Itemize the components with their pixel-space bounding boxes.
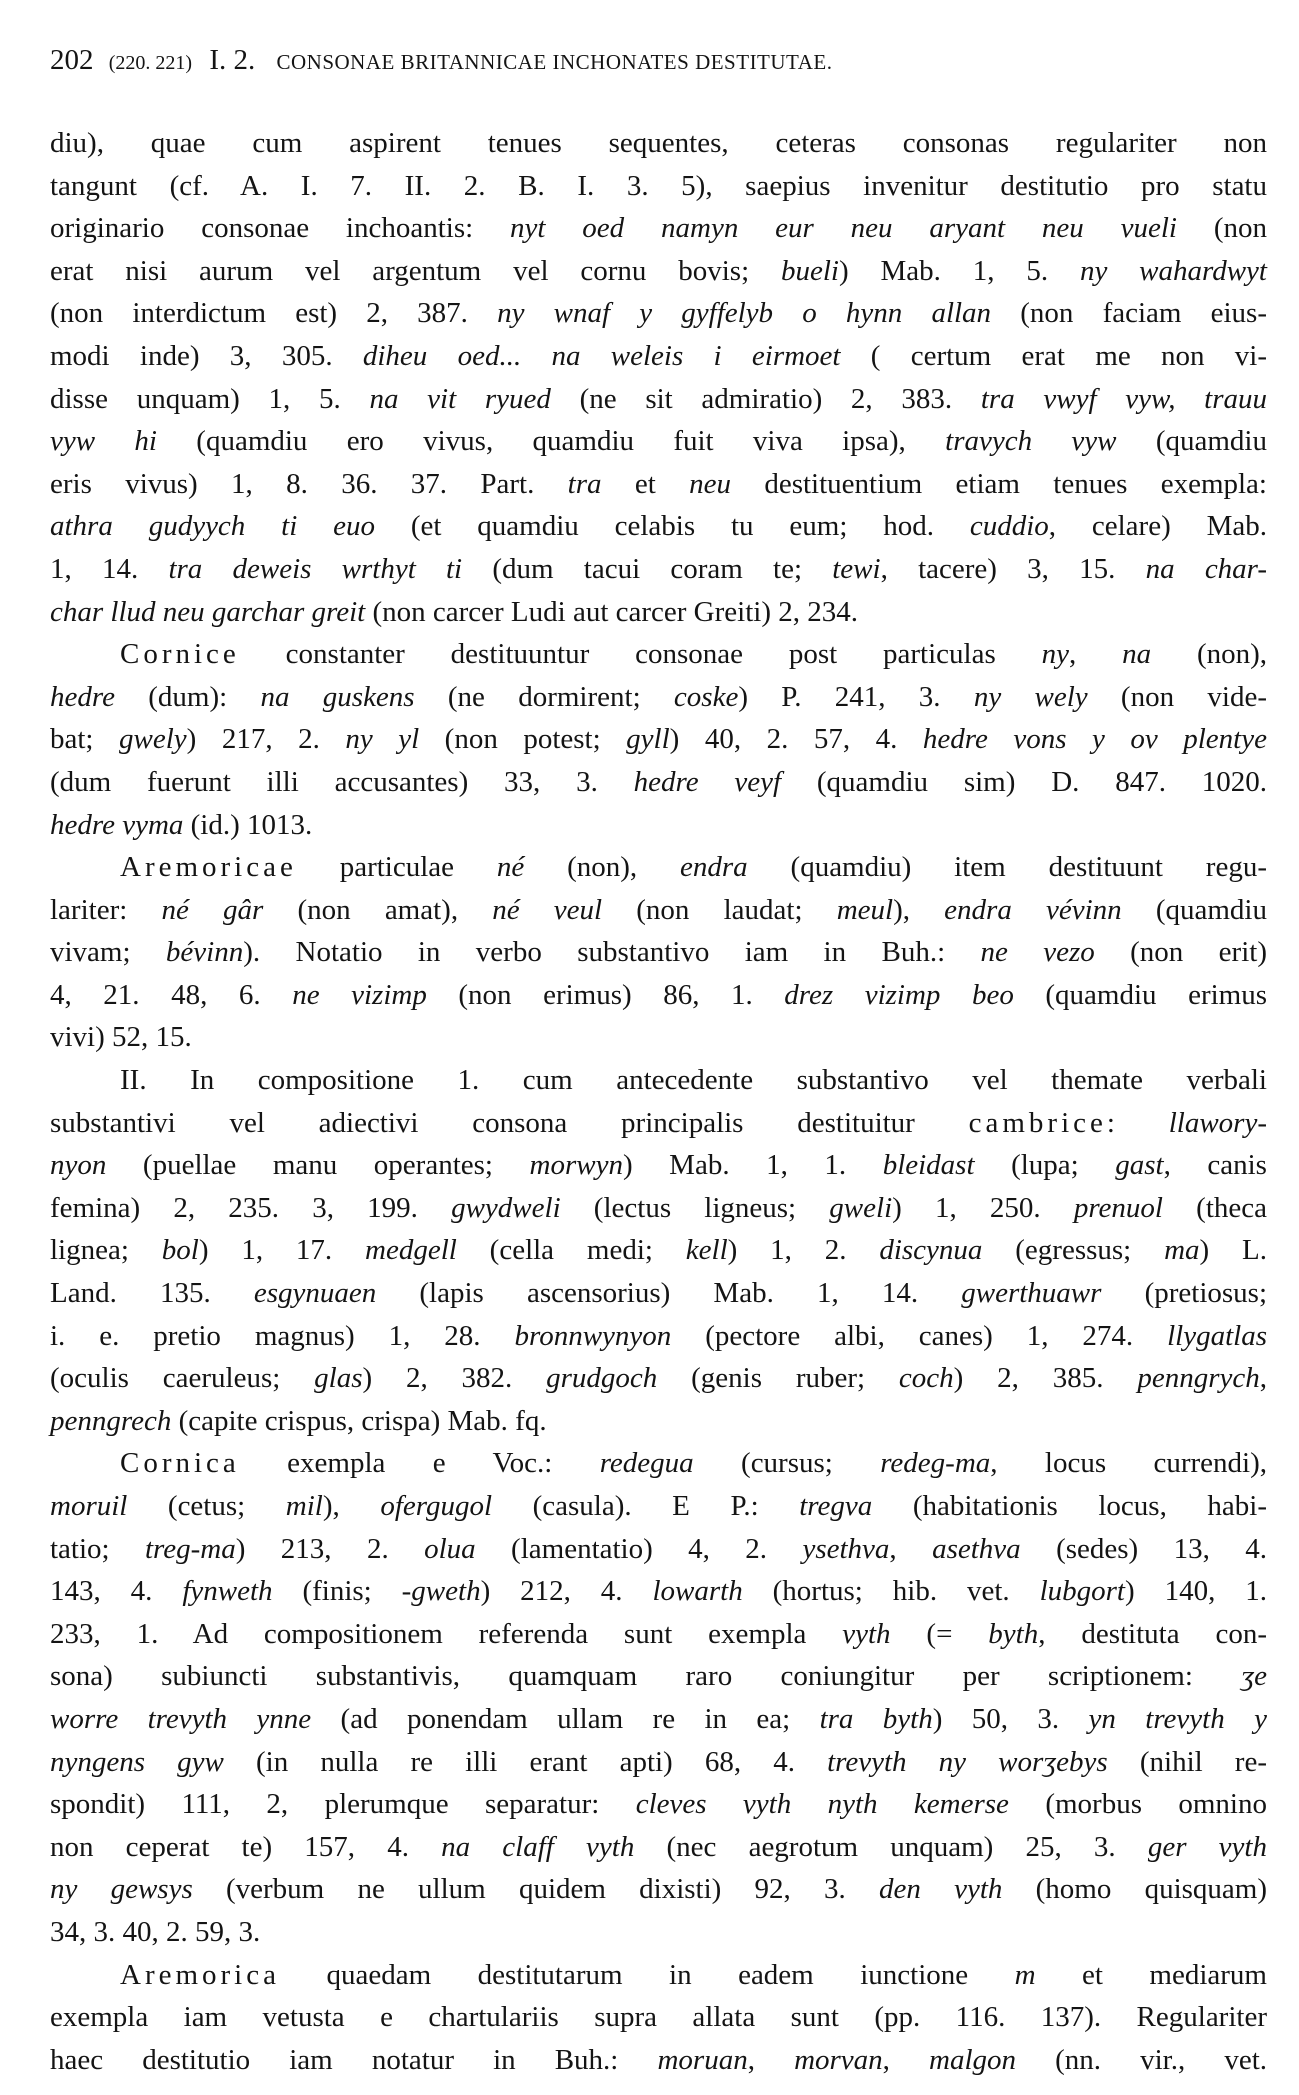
- italic-term: neu: [689, 467, 731, 500]
- text-line: [50, 1570, 1267, 1613]
- italic-term: grudgoch: [546, 1362, 658, 1395]
- text-line: [50, 1528, 1267, 1571]
- italic-term: m: [1014, 1958, 1036, 1991]
- text-line: [50, 974, 1267, 1017]
- text-line: [50, 1655, 1267, 1698]
- roman-text: 143, 4.: [50, 1575, 183, 1608]
- roman-text: (pretiosus;: [1101, 1277, 1267, 1310]
- italic-term: ofergugol: [380, 1490, 493, 1522]
- italic-term: hedre vons y ov plentye: [922, 723, 1267, 756]
- italic-term: bol: [161, 1234, 199, 1267]
- roman-text: (non amat),: [263, 893, 493, 926]
- italic-term: esgynuaen: [253, 1277, 377, 1310]
- text-line: [50, 505, 1267, 548]
- text-line: [50, 1315, 1267, 1358]
- roman-text: (cetus;: [127, 1490, 286, 1522]
- roman-text: spondit) 111, 2, plerumque separatur:: [50, 1788, 636, 1821]
- italic-term: bronnwynyon: [514, 1319, 672, 1352]
- roman-text: non ceperat te) 157, 4.: [50, 1830, 442, 1863]
- italic-term: tra deweis wrthyt ti: [168, 552, 463, 585]
- roman-text: haec destitutio iam notatur in Buh.:: [50, 2043, 658, 2076]
- italic-term: redegua: [599, 1447, 694, 1480]
- roman-text: (dum tacui coram te;: [462, 552, 833, 585]
- italic-term: asethva: [932, 1532, 1021, 1565]
- text-line: [50, 846, 1267, 889]
- italic-term: ny wely: [973, 680, 1088, 713]
- italic-term: llawory-: [1168, 1106, 1267, 1139]
- roman-text: diu), quae cum aspirent tenues sequentes, ceteras consonas regulariter non: [50, 127, 1267, 159]
- roman-text: (theca: [1162, 1191, 1267, 1224]
- italic-term: fynweth: [182, 1575, 273, 1608]
- italic-term: tregva: [799, 1490, 873, 1522]
- roman-text: (cella medi;: [456, 1234, 686, 1267]
- roman-text: bat;: [50, 723, 119, 756]
- italic-term: tra vwyf vyw, trauu: [980, 382, 1268, 415]
- italic-term: llygatlas: [1167, 1319, 1267, 1352]
- roman-text: ) 1, 250.: [892, 1191, 1074, 1224]
- roman-text: destituentium etiam tenues exempla:: [731, 467, 1267, 500]
- italic-term: gwerthuawr: [961, 1277, 1102, 1310]
- roman-text: Land. 135.: [50, 1277, 254, 1310]
- page-references: (220. 221): [108, 52, 193, 74]
- text-line: [50, 2039, 1267, 2082]
- italic-term: ny yl: [345, 723, 420, 756]
- roman-text: 4, 21. 48, 6.: [50, 978, 293, 1011]
- italic-term: vyth: [842, 1617, 891, 1650]
- roman-text: , destituta con-: [1038, 1617, 1267, 1650]
- roman-text: ). Notatio in verbo substantivo iam in Buh.:: [243, 936, 981, 969]
- roman-text: ),: [322, 1490, 381, 1522]
- roman-text: (hortus; hib. vet.: [742, 1575, 1040, 1608]
- italic-term: athra gudyych ti euo: [50, 510, 375, 543]
- italic-term: na: [1122, 638, 1152, 671]
- spaced-term: Aremoricae: [120, 851, 297, 884]
- roman-text: (non),: [524, 851, 681, 884]
- italic-term: gwydweli: [451, 1191, 561, 1224]
- italic-term: den vyth: [879, 1873, 1003, 1906]
- italic-term: né gâr: [161, 893, 264, 926]
- roman-text: vivam;: [50, 936, 166, 969]
- roman-text: tangunt (cf. A. I. 7. II. 2. B. I. 3. 5), saepius invenitur destitutio pro statu: [50, 169, 1267, 202]
- text-line: [50, 718, 1267, 761]
- text-line: [50, 1826, 1267, 1869]
- roman-text: (in nulla re illi erant apti) 68, 4.: [223, 1745, 828, 1778]
- roman-text: ) 50, 3.: [932, 1702, 1089, 1735]
- roman-text: ) 212, 4.: [480, 1575, 653, 1608]
- text-line: [50, 633, 1267, 676]
- italic-term: hedre veyf: [633, 765, 782, 798]
- text-line: [50, 1400, 1267, 1443]
- italic-term: medgell: [365, 1234, 457, 1267]
- roman-text: (ne sit admiratio) 2, 383.: [550, 382, 981, 415]
- italic-term: tewi: [832, 552, 881, 585]
- roman-text: exempla iam vetusta e chartulariis supra allata sunt (pp. 116. 137). Regulariter: [50, 2001, 1267, 2034]
- text-line: [50, 548, 1267, 591]
- roman-text: (finis;: [272, 1575, 402, 1608]
- italic-term: endra vévinn: [944, 893, 1122, 926]
- roman-text: (cursus;: [693, 1447, 881, 1480]
- italic-term: ʒe: [1241, 1660, 1267, 1693]
- roman-text: lariter:: [50, 893, 162, 926]
- italic-term: kell: [685, 1234, 728, 1267]
- italic-term: lowarth: [652, 1575, 743, 1608]
- roman-text: (homo quisquam): [1002, 1873, 1268, 1906]
- text-line: [50, 1783, 1267, 1826]
- italic-term: redeg-ma: [880, 1447, 991, 1480]
- roman-text: ) 140, 1.: [1125, 1575, 1267, 1608]
- italic-term: malgon: [929, 2043, 1017, 2076]
- text-line: [50, 1102, 1267, 1145]
- text-line: [50, 207, 1267, 250]
- text-line: [50, 1357, 1267, 1400]
- italic-term: ma: [1164, 1234, 1200, 1267]
- roman-text: ) 1, 2.: [727, 1234, 880, 1267]
- italic-term: gwely: [119, 723, 187, 756]
- roman-text: (non erimus) 86, 1.: [426, 978, 785, 1011]
- italic-term: discynua: [879, 1234, 983, 1267]
- italic-term: ny wnaf y gyffelyb o hynn allan: [497, 297, 992, 330]
- text-line: [50, 165, 1267, 208]
- roman-text: (quamdiu: [1121, 893, 1267, 926]
- italic-term: treg-ma: [145, 1532, 236, 1565]
- roman-text: (nec aegrotum unquam) 25, 3.: [634, 1830, 1148, 1863]
- roman-text: ,: [889, 1532, 933, 1565]
- roman-text: (lupa;: [974, 1149, 1116, 1182]
- italic-term: bévinn: [165, 936, 244, 969]
- text-line: [50, 122, 1267, 165]
- roman-text: ) 40, 2. 57, 4.: [669, 723, 923, 756]
- italic-term: hedre vyma: [50, 808, 184, 841]
- text-line: [50, 420, 1267, 463]
- italic-term: worre trevyth ynne: [50, 1702, 312, 1735]
- roman-text: ) 2, 385.: [953, 1362, 1138, 1395]
- italic-term: drez vizimp beo: [784, 978, 1014, 1011]
- text-line: [50, 931, 1267, 974]
- roman-text: (non: [1177, 212, 1267, 245]
- roman-text: i. e. pretio magnus) 1, 28.: [50, 1319, 515, 1352]
- italic-term: diheu oed... na weleis i eirmoet: [362, 339, 841, 372]
- roman-text: (non carcer Ludi aut carcer Greiti) 2, 234.: [365, 595, 858, 628]
- running-title: CONSONAE BRITANNICAE INCHONATES DESTITUTAE.: [276, 50, 833, 74]
- roman-text: ) 217, 2.: [186, 723, 346, 756]
- italic-term: vyw hi: [50, 425, 157, 458]
- text-line: [50, 1272, 1267, 1315]
- roman-text: (lectus ligneus;: [560, 1191, 830, 1224]
- text-line: [50, 378, 1267, 421]
- roman-text: (nihil re-: [1107, 1745, 1267, 1778]
- roman-text: ,: [1259, 1362, 1267, 1395]
- italic-term: na char-: [1145, 552, 1268, 585]
- text-line: [50, 1868, 1267, 1911]
- italic-term: penngrych: [1137, 1362, 1260, 1395]
- text-line: [50, 1016, 1267, 1059]
- italic-term: trevyth ny worʒebys: [827, 1745, 1108, 1778]
- italic-term: ne vezo: [980, 936, 1095, 969]
- roman-text: (habitationis locus, habi-: [872, 1490, 1267, 1522]
- roman-text: (et quamdiu celabis tu eum; hod.: [375, 510, 970, 543]
- roman-text: ),: [893, 893, 945, 926]
- roman-text: (dum):: [114, 680, 261, 713]
- italic-term: na claff vyth: [441, 1830, 635, 1863]
- spaced-term: Aremorica: [120, 1958, 280, 1991]
- text-line: [50, 889, 1267, 932]
- italic-term: hedre: [50, 680, 115, 713]
- italic-term: coske: [673, 680, 739, 713]
- italic-term: glas: [314, 1362, 363, 1395]
- italic-term: na guskens: [260, 680, 415, 713]
- italic-term: mil: [285, 1490, 323, 1522]
- italic-term: nyngens gyw: [50, 1745, 224, 1778]
- italic-term: endra: [680, 851, 748, 884]
- roman-text: :: [1106, 1106, 1169, 1139]
- text-line: [50, 1954, 1267, 1997]
- roman-text: , celare) Mab.: [1048, 510, 1267, 543]
- italic-term: moruil: [50, 1490, 128, 1522]
- italic-term: -gweth: [401, 1575, 481, 1608]
- italic-term: morvan: [794, 2043, 883, 2076]
- roman-text: (lapis ascensorius) Mab. 1, 14.: [376, 1277, 962, 1310]
- roman-text: (nn. vir., vet.: [1016, 2043, 1268, 2076]
- section-number: I. 2.: [209, 44, 256, 76]
- italic-term: ne vizimp: [292, 978, 427, 1011]
- roman-text: (pectore albi, canes) 1, 274.: [671, 1319, 1168, 1352]
- italic-term: penngrech: [50, 1404, 172, 1437]
- italic-term: meul: [836, 893, 894, 926]
- text-line: [50, 591, 1267, 634]
- italic-term: tra: [567, 467, 602, 500]
- text-line: [50, 1144, 1267, 1187]
- body-text: [50, 122, 1267, 2081]
- italic-term: bueli: [780, 254, 839, 287]
- roman-text: quaedam destitutarum in eadem iunctione: [280, 1958, 1015, 1991]
- roman-text: (sedes) 13, 4.: [1020, 1532, 1267, 1565]
- roman-text: tatio;: [50, 1532, 145, 1565]
- roman-text: (puellae manu operantes;: [106, 1149, 530, 1182]
- italic-term: né: [496, 851, 525, 884]
- roman-text: substantivi vel adiectivi consona principalis destituitur: [50, 1106, 969, 1139]
- roman-text: eris vivus) 1, 8. 36. 37. Part.: [50, 467, 568, 500]
- italic-term: gast: [1115, 1149, 1164, 1182]
- roman-text: ) 2, 382.: [362, 1362, 547, 1395]
- italic-term: gyll: [626, 723, 670, 756]
- roman-text: 34, 3. 40, 2. 59, 3.: [50, 1915, 261, 1948]
- roman-text: lignea;: [50, 1234, 162, 1267]
- text-line: [50, 1698, 1267, 1741]
- spaced-term: Cornica: [120, 1447, 240, 1480]
- roman-text: ( certum erat me non vi-: [840, 339, 1267, 372]
- italic-term: coch: [898, 1362, 954, 1395]
- italic-term: ysethva: [802, 1532, 890, 1565]
- roman-text: (quamdiu: [1116, 425, 1267, 458]
- roman-text: (non faciam eius-: [991, 297, 1267, 330]
- spaced-term: Cornice: [120, 638, 240, 671]
- italic-term: cuddio: [969, 510, 1049, 543]
- italic-term: na vit ryued: [369, 382, 551, 415]
- italic-term: tra byth: [819, 1702, 933, 1735]
- italic-term: nyon: [50, 1149, 107, 1182]
- italic-term: morwyn: [529, 1149, 623, 1182]
- roman-text: exempla e Voc.:: [239, 1447, 600, 1480]
- spaced-term: cambrice: [968, 1106, 1107, 1139]
- roman-text: sona) subiuncti substantivis, quamquam raro coniungitur per scriptionem:: [50, 1660, 1242, 1693]
- text-line: [50, 1996, 1267, 2039]
- roman-text: , locus currendi),: [990, 1447, 1267, 1480]
- text-line: [50, 1187, 1267, 1230]
- roman-text: , canis: [1163, 1149, 1267, 1182]
- roman-text: (casula). E P.:: [492, 1490, 800, 1522]
- roman-text: femina) 2, 235. 3, 199.: [50, 1191, 452, 1224]
- roman-text: ) 1, 17.: [198, 1234, 366, 1267]
- roman-text: (quamdiu sim) D. 847. 1020.: [781, 765, 1267, 798]
- roman-text: (non laudat;: [602, 893, 837, 926]
- italic-term: ny gewsys: [50, 1873, 193, 1906]
- page-number: 202: [50, 44, 94, 76]
- roman-text: (morbus omnino: [1008, 1788, 1267, 1821]
- roman-text: et mediarum: [1035, 1958, 1267, 1991]
- text-line: [50, 1741, 1267, 1784]
- italic-term: olua: [424, 1532, 476, 1565]
- roman-text: vivi) 52, 15.: [50, 1021, 192, 1054]
- roman-text: (ne dormirent;: [414, 680, 674, 713]
- text-line: [50, 1485, 1267, 1528]
- roman-text: , tacere) 3, 15.: [880, 552, 1146, 585]
- italic-term: moruan: [657, 2043, 748, 2076]
- italic-term: cleves vyth nyth kemerse: [635, 1788, 1009, 1821]
- roman-text: (non vide-: [1087, 680, 1267, 713]
- italic-term: travych vyw: [945, 425, 1117, 458]
- roman-text: (lamentatio) 4, 2.: [475, 1532, 803, 1565]
- running-header: [50, 44, 1150, 77]
- text-line: [50, 292, 1267, 335]
- roman-text: (genis ruber;: [657, 1362, 899, 1395]
- roman-text: (quamdiu) item destituunt regu-: [747, 851, 1267, 884]
- text-line: [50, 1613, 1267, 1656]
- roman-text: (non),: [1151, 638, 1268, 671]
- italic-term: byth: [988, 1617, 1039, 1650]
- italic-term: gweli: [829, 1191, 893, 1224]
- italic-term: char llud neu garchar greit: [50, 595, 366, 628]
- italic-term: prenuol: [1073, 1191, 1163, 1224]
- text-line: [50, 761, 1267, 804]
- roman-text: (=: [890, 1617, 989, 1650]
- italic-term: yn trevyth y: [1088, 1702, 1267, 1735]
- roman-text: erat nisi aurum vel argentum vel cornu bovis;: [50, 254, 781, 287]
- roman-text: (egressus;: [982, 1234, 1165, 1267]
- text-line: [50, 335, 1267, 378]
- italic-term: nyt oed namyn eur neu aryant neu vueli: [510, 212, 1177, 245]
- roman-text: (verbum ne ullum quidem dixisti) 92, 3.: [192, 1873, 880, 1906]
- text-line: [50, 804, 1267, 847]
- roman-text: ,: [882, 2043, 930, 2076]
- roman-text: (quamdiu erimus: [1013, 978, 1268, 1011]
- roman-text: ) Mab. 1, 5.: [838, 254, 1080, 287]
- italic-term: ger vyth: [1147, 1830, 1267, 1863]
- roman-text: (non interdictum est) 2, 387.: [50, 297, 498, 330]
- italic-term: bleidast: [882, 1149, 975, 1182]
- roman-text: ,: [747, 2043, 795, 2076]
- roman-text: particulae: [296, 851, 497, 884]
- roman-text: (id.) 1013.: [183, 808, 313, 841]
- text-line: [50, 1911, 1267, 1954]
- roman-text: disse unquam) 1, 5.: [50, 382, 370, 415]
- roman-text: (capite crispus, crispa) Mab. fq.: [171, 1404, 547, 1437]
- italic-term: né veul: [492, 893, 603, 926]
- roman-text: constanter destituuntur consonae post particulas: [239, 638, 1042, 671]
- roman-text: 1, 14.: [50, 552, 169, 585]
- italic-term: ny wahardwyt: [1079, 254, 1267, 287]
- text-line: [50, 463, 1267, 506]
- roman-text: II. In compositione 1. cum antecedente substantivo vel themate verbali: [120, 1064, 1267, 1097]
- roman-text: (oculis caeruleus;: [50, 1362, 315, 1395]
- italic-term: ny: [1041, 638, 1069, 671]
- text-line: [50, 676, 1267, 719]
- roman-text: originario consonae inchoantis:: [50, 212, 511, 245]
- roman-text: et: [601, 467, 690, 500]
- italic-term: lubgort: [1039, 1575, 1125, 1608]
- roman-text: (non potest;: [419, 723, 627, 756]
- text-line: [50, 1059, 1267, 1102]
- roman-text: ) 213, 2.: [235, 1532, 425, 1565]
- text-line: [50, 1229, 1267, 1272]
- text-line: [50, 250, 1267, 293]
- roman-text: ,: [1068, 638, 1123, 671]
- roman-text: ) Mab. 1, 1.: [622, 1149, 883, 1182]
- roman-text: (ad ponendam ullam re in ea;: [311, 1702, 820, 1735]
- roman-text: modi inde) 3, 305.: [50, 339, 363, 372]
- roman-text: 233, 1. Ad compositionem referenda sunt exempla: [50, 1617, 843, 1650]
- roman-text: (non erit): [1094, 936, 1267, 969]
- roman-text: (dum fuerunt illi accusantes) 33, 3.: [50, 765, 634, 798]
- roman-text: (quamdiu ero vivus, quamdiu fuit viva ipsa),: [156, 425, 946, 458]
- roman-text: ) L.: [1199, 1234, 1267, 1267]
- roman-text: ) P. 241, 3.: [738, 680, 974, 713]
- text-line: [50, 1442, 1267, 1485]
